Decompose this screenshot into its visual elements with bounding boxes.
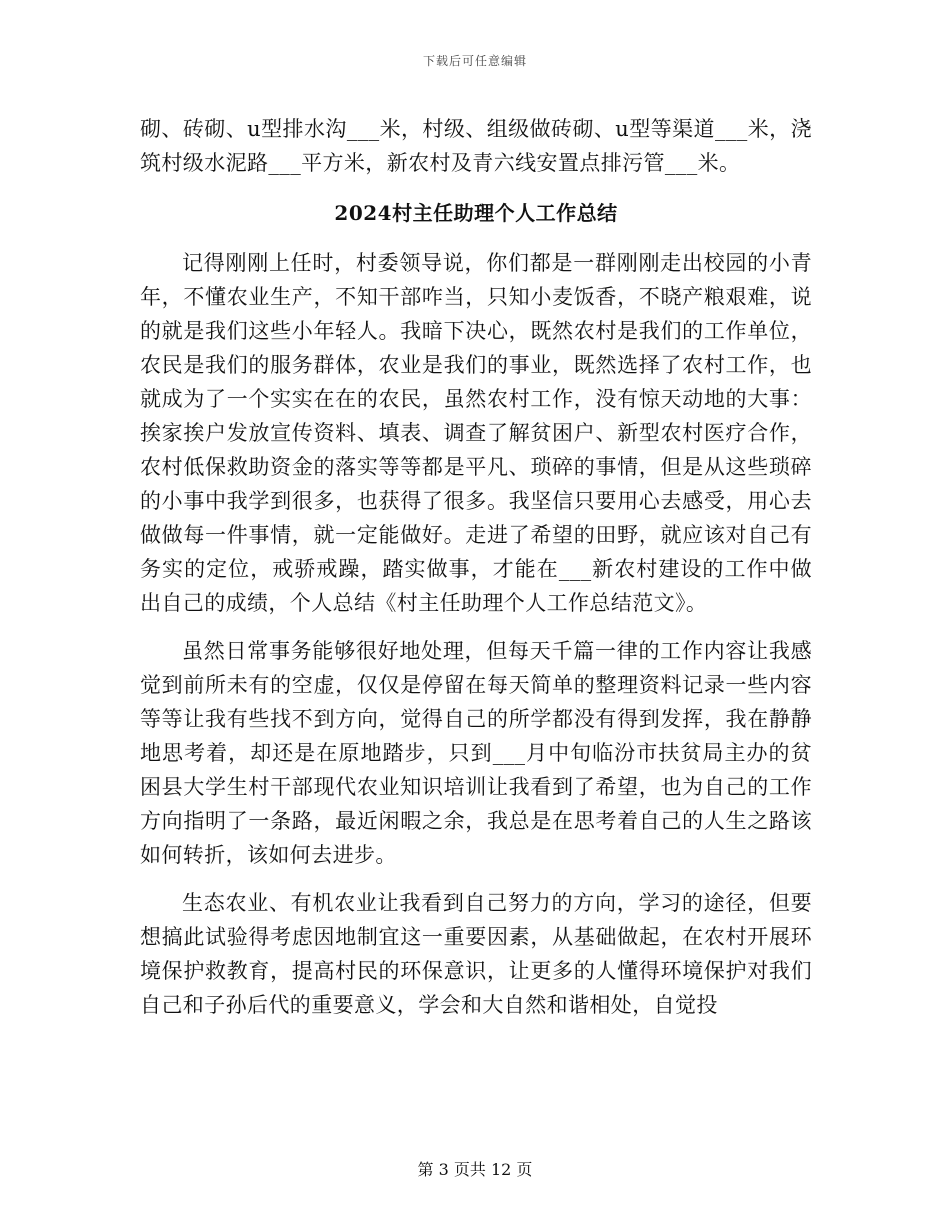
document-title: 2024村主任助理个人工作总结 — [334, 201, 618, 225]
body-paragraph-1: 记得刚刚上任时，村委领导说，你们都是一群刚刚走出校园的小青年，不懂农业生产，不知干部咋当，只知小麦饭香，不晓产粮艰难，说的就是我们这些小年轻人。我暗下决心，既然农村是我们的工作单位，农民是我们的服务群体，农业是我们的事业，既然选择了农村工作，也就成为了一个实实在在的农民，虽然农村工作，没有惊天动地的大事：挨家挨户发放宣传资料、填表、调查了解贫困户、新型农村医疗合作，农村低保救助资金的落实等等都是平凡、琐碎的事情，但是从这些琐碎的小事中我学到很多，也获得了很多。我坚信只要用心去感受，用心去做做每一件事情，就一定能做好。走进了希望的田野，就应该对自己有务实的定位，戒骄戒躁，踏实做事，才能在___新农村建设的工作中做出自己的成绩，个人总结《村主任助理个人工作总结范文》。 — [140, 251, 812, 615]
document-body — [140, 112, 812, 1022]
page-number-footer: 第 3 页共 12 页 — [417, 1160, 533, 1179]
body-paragraph-2: 虽然日常事务能够很好地处理，但每天千篇一律的工作内容让我感觉到前所未有的空虚，仅仅是停留在每天简单的整理资料记录一些内容等等让我有些找不到方向，觉得自己的所学都没有得到发挥，我在静静地思考着，却还是在原地踏步，只到___月中旬临汾市扶贫局主办的贫困县大学生村干部现代农业知识培训让我看到了希望，也为自己的工作方向指明了一条路，最近闲暇之余，我总是在思考着自己的人生之路该如何转折，该如何去进步。 — [140, 639, 812, 867]
body-paragraph-3: 生态农业、有机农业让我看到自己努力的方向，学习的途径，但要想搞此试验得考虑因地制宜这一重要因素，从基础做起，在农村开展环境保护救教育，提高村民的环保意识，让更多的人懂得环境保护对我们自己和子孙后代的重要意义，学会和大自然和谐相处，自觉投 — [140, 891, 812, 1017]
intro-paragraph: 砌、砖砌、u型排水沟___米，村级、组级做砖砌、u型等渠道___米，浇筑村级水泥路___平方米，新农村及青六线安置点排污管___米。 — [140, 117, 812, 175]
header-note: 下载后可任意编辑 — [422, 54, 527, 68]
